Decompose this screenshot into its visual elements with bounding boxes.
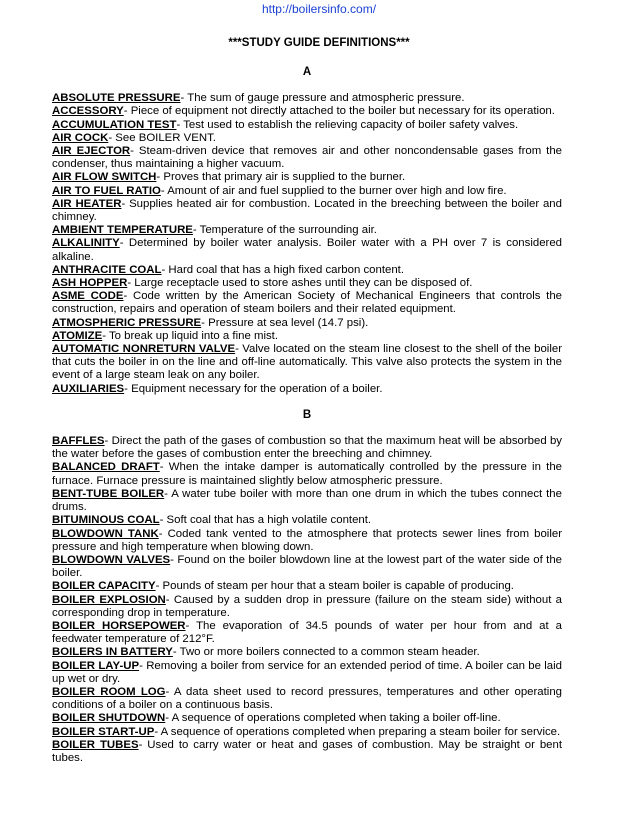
definition-term: BLOWDOWN VALVES (52, 553, 171, 566)
definition-entry (52, 660, 562, 686)
definition-term: BAFFLES (52, 435, 105, 448)
definition-text: - Soft coal that has a high volatile content. (159, 514, 372, 527)
definition-entry (52, 264, 562, 277)
definition-term: ATMOSPHERIC PRESSURE (52, 316, 202, 329)
definition-text: - The sum of gauge pressure and atmospheric pressure. (180, 92, 465, 105)
definition-term: BOILER START-UP (52, 725, 155, 738)
definition-text: - When the intake damper is automatically controlled by the pressure in the furnace. Furnace pressure is maintained slightly below atmospheric pressure. (52, 461, 562, 487)
definition-text: - A sequence of operations completed when preparing a steam boiler for service. (154, 725, 561, 738)
definition-term: ASME CODE (52, 290, 124, 303)
section-letter: A (302, 66, 312, 78)
definition-text: - Steam-driven device that removes air and other noncondensable gases from the condenser, thus maintaining a higher vacuum. (52, 145, 562, 171)
definition-term: AMBIENT TEMPERATURE (52, 224, 193, 237)
definition-entry (52, 488, 562, 514)
definition-text: - Pressure at sea level (14.7 psi). (201, 316, 369, 329)
definition-term: AUTOMATIC NONRETURN VALVE (52, 343, 236, 356)
definition-entry (52, 646, 562, 659)
definition-text: - A water tube boiler with more than one drum in which the tubes connect the drums. (52, 487, 562, 514)
definition-text: - Found on the boiler blowdown line at the lowest part of the water side of the boiler. (52, 553, 562, 580)
definition-text: - Code written by the American Society of Mechanical Engineers that controls the construction, repairs and operation of steam boilers and their related equipment. (52, 290, 563, 316)
definition-text: - Two or more boilers connected to a common steam header. (172, 646, 480, 659)
definition-term: ABSOLUTE PRESSURE (52, 92, 181, 105)
definition-entry (52, 185, 562, 198)
definition-term: ACCESSORY (52, 105, 124, 118)
definition-entry (52, 132, 562, 145)
definition-text: - Caused by a sudden drop in pressure (failure on the steam side) without a corresponding drop in temperature. (52, 593, 563, 619)
definition-entry (52, 224, 562, 237)
definition-entry (52, 554, 562, 580)
spacer (52, 79, 562, 92)
definition-term: BOILER ROOM LOG (52, 685, 166, 698)
definition-term: BOILER TUBES (52, 738, 139, 751)
definition-entry (52, 383, 562, 396)
definition-entry (52, 343, 562, 383)
definition-term: BOILER EXPLOSION (52, 593, 166, 606)
definition-text: - Direct the path of the gases of combustion so that the maximum heat will be absorbed by the water before the gases of combustion enter the breeching and chimney. (52, 435, 562, 461)
definition-text: - To break up liquid into a fine mist. (102, 329, 279, 342)
definition-text: - The evaporation of 34.5 pounds of water per hour from and at a feedwater temperature of 212°F. (52, 619, 562, 646)
source-url[interactable]: http://boilersinfo.com/ (261, 2, 377, 16)
definition-term: AIR TO FUEL RATIO (52, 184, 161, 197)
definition-text: - Temperature of the surrounding air. (192, 224, 377, 237)
definition-entry (52, 594, 562, 620)
definition-term: BITUMINOUS COAL (52, 514, 160, 527)
definition-text: - Test used to establish the relieving capacity of boiler safety valves. (176, 118, 519, 131)
definition-text: - See BOILER VENT. (108, 131, 216, 144)
definition-term: ACCUMULATION TEST (52, 118, 177, 131)
definition-entry (52, 739, 562, 765)
definition-entry (52, 580, 562, 593)
definition-text: - Pounds of steam per hour that a steam boiler is capable of producing. (155, 580, 514, 593)
definition-term: BOILERS IN BATTERY (52, 646, 173, 659)
definition-term: AIR FLOW SWITCH (52, 171, 157, 184)
definition-entry (52, 105, 562, 118)
definition-text: - Valve located on the steam line closest to the shell of the boiler that cuts the boiler in on the line and off-line automatically. This valve also protects the system in the event of a large steam leak on any boiler. (52, 343, 562, 382)
definition-text: - Determined by boiler water analysis. Boiler water with a PH over 7 is considered alkaline. (52, 237, 562, 263)
definition-entry (52, 290, 562, 316)
definition-entry (52, 119, 562, 132)
definition-entry (52, 330, 562, 343)
definition-term: AIR EJECTOR (52, 145, 131, 158)
definition-entry (52, 514, 562, 527)
definition-text: - Large receptacle used to store ashes until they can be disposed of. (127, 277, 473, 290)
spacer (52, 396, 562, 409)
definition-entry (52, 317, 562, 330)
definition-text: - Proves that primary air is supplied to the burner. (156, 171, 406, 184)
definition-text: - A sequence of operations completed when taking a boiler off-line. (165, 712, 501, 725)
definition-term: BALANCED DRAFT (52, 461, 160, 474)
definition-term: AIR HEATER (52, 197, 122, 210)
definition-text: - Supplies heated air for combustion. Located in the breeching between the boiler and chimney. (52, 197, 562, 224)
definition-term: ALKALINITY (52, 237, 120, 250)
definitions-content (52, 66, 562, 765)
definition-term: ASH HOPPER (52, 277, 128, 290)
definition-term: BOILER SHUTDOWN (52, 712, 166, 725)
definition-text: - Coded tank vented to the atmosphere that protects sewer lines from boiler pressure and high temperature when blowing down. (52, 527, 562, 553)
definition-text: - A data sheet used to record pressures, temperatures and other operating conditions of a boiler on a continuous basis. (52, 685, 562, 712)
definition-term: BOILER LAY-UP (52, 659, 140, 672)
definition-entry (52, 145, 562, 171)
spacer (52, 422, 562, 435)
definition-entry (52, 435, 562, 461)
definition-entry (52, 620, 562, 646)
definition-term: ATOMIZE (52, 329, 103, 342)
definition-entry (52, 686, 562, 712)
definition-term: BOILER HORSEPOWER (52, 619, 186, 632)
definition-term: AUXILIARIES (52, 382, 125, 395)
definition-text: - Piece of equipment not directly attached to the boiler but necessary for its operation. (123, 105, 555, 118)
definition-entry (52, 92, 562, 105)
definition-term: BLOWDOWN TANK (52, 527, 159, 540)
definition-entry (52, 461, 562, 487)
definition-text: - Amount of air and fuel supplied to the burner over high and low fire. (160, 184, 507, 197)
definition-term: BOILER CAPACITY (52, 580, 156, 593)
definition-text: - Used to carry water or heat and gases of combustion. May be straight or bent tubes. (52, 738, 562, 764)
definition-entry (52, 171, 562, 184)
document-title: ***STUDY GUIDE DEFINITIONS*** (228, 37, 410, 49)
definition-entry (52, 198, 562, 224)
definition-entry (52, 528, 562, 554)
definition-text: - Removing a boiler from service for an extended period of time. A boiler can be laid up wet or dry. (52, 659, 562, 685)
definition-text: - Hard coal that has a high fixed carbon content. (161, 263, 404, 276)
definition-entry (52, 237, 562, 263)
section-letter: B (302, 408, 312, 421)
definition-entry (52, 712, 562, 725)
definition-text: - Equipment necessary for the operation of a boiler. (124, 382, 383, 395)
definition-term: BENT-TUBE BOILER (52, 487, 165, 500)
definition-term: AIR COCK (52, 131, 109, 144)
definition-entry (52, 277, 562, 290)
definition-entry (52, 726, 562, 739)
definition-term: ANTHRACITE COAL (52, 263, 162, 276)
